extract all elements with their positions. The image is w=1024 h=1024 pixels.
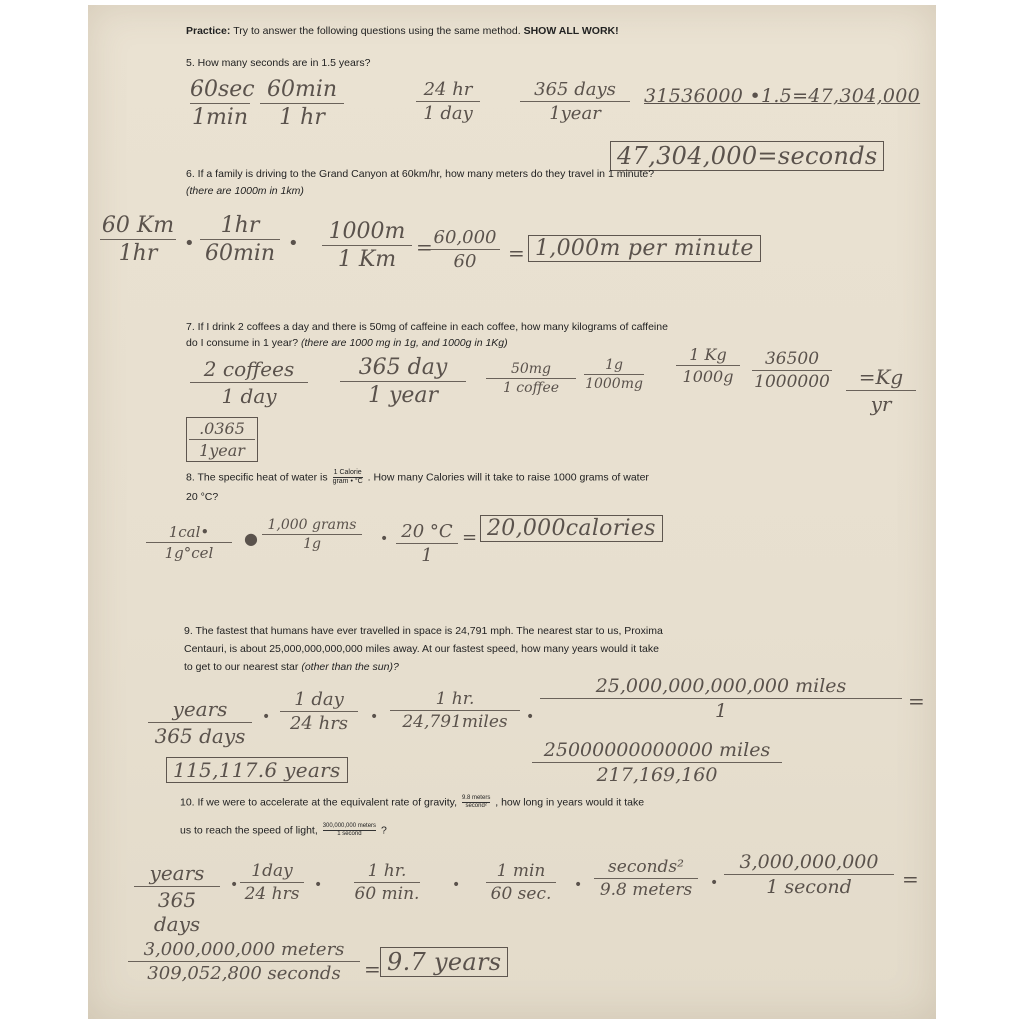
q10-fraction-1: years 365 days: [134, 861, 220, 936]
times-dot: ●: [244, 529, 258, 548]
q8-fraction-2: 1,000 grams 1g: [262, 517, 362, 552]
q9-fraction-3: 1 hr. 24,791miles: [390, 689, 520, 732]
q9-prompt-1: 9. The fastest that humans have ever travelled in space is 24,791 mph. The nearest star to us, Proxima: [184, 625, 663, 637]
q7-fraction-3: 50mg 1 coffee: [486, 361, 576, 396]
times-dot: •: [380, 531, 389, 547]
q9-answer-box: 115,117.6 years: [166, 757, 348, 783]
q5-answer-box: 47,304,000=seconds: [610, 141, 884, 171]
q9-fraction-1: years 365 days: [148, 697, 252, 748]
equals-sign: =: [364, 957, 382, 981]
q10-result-fraction: 3,000,000,000 meters 309,052,800 seconds: [128, 939, 360, 984]
q7-fraction-1: 2 coffees 1 day: [190, 357, 308, 408]
q9-prompt-3: to get to our nearest star (other than the sun)?: [184, 661, 399, 673]
times-dot: •: [526, 709, 535, 725]
q7-prompt: 7. If I drink 2 coffees a day and there is 50mg of caffeine in each coffee, how many kilograms of caffeine: [186, 321, 668, 333]
q10-fraction-6: 3,000,000,000 1 second: [724, 851, 894, 898]
q10-answer-box: 9.7 years: [380, 947, 508, 977]
equals-sign: =: [908, 689, 926, 713]
times-dot: •: [574, 877, 583, 893]
q9-result-fraction: 25000000000000 miles 217,169,160: [532, 739, 782, 786]
q5-fraction-3: 24 hr 1 day: [416, 79, 480, 124]
q6-fraction-2: 1hr 60min: [200, 213, 280, 266]
q7-fraction-4: 1g 1000mg: [585, 357, 643, 392]
q6-note: (there are 1000m in 1km): [186, 185, 304, 197]
q7-fraction-7: =Kg yr: [846, 365, 916, 416]
q5-fraction-2: 60min 1 hr: [260, 77, 344, 130]
q8-fraction-3: 20 °C 1: [396, 521, 458, 566]
q9-note: (other than the sun)?: [301, 661, 399, 673]
q8-prompt-line2: 20 °C?: [186, 491, 219, 503]
times-dot: •: [288, 233, 299, 254]
q6-fraction-3: 1000m 1 Km: [322, 219, 412, 272]
q10-fraction-2: 1day 24 hrs: [240, 861, 304, 904]
q10-prompt-2: us to reach the speed of light, 300,000,000 meters 1 second ?: [180, 823, 387, 837]
q6-fraction-4: 60,000 60: [430, 227, 500, 272]
q5-calculation: 31536000 •1.5=47,304,000: [644, 85, 921, 107]
practice-label: Practice:: [186, 25, 231, 37]
q7-fraction-6: 36500 1000000: [752, 349, 832, 392]
header-line: [186, 25, 619, 37]
times-dot: •: [314, 877, 323, 893]
q5-prompt: 5. How many seconds are in 1.5 years?: [186, 57, 371, 69]
q6-fraction-1: 60 Km 1hr: [101, 213, 175, 266]
q8-fraction-1: 1cal• 1g°cel: [146, 523, 232, 562]
times-dot: •: [710, 875, 719, 891]
q6-prompt: 6. If a family is driving to the Grand Canyon at 60km/hr, how many meters do they travel in 1 minute?: [186, 168, 655, 180]
q8-prompt: 8. The specific heat of water is 1 Calorie gram • °C . How many Calories will it take to raise 1000 grams of water: [186, 469, 649, 485]
worksheet-paper: [88, 5, 936, 1019]
instructions: Try to answer the following questions using the same method.: [233, 25, 521, 37]
q7-fraction-5: 1 Kg 1000g: [676, 345, 740, 386]
light-speed-fraction: 300,000,000 meters 1 second: [322, 823, 377, 837]
times-dot: •: [262, 709, 271, 725]
q10-fraction-4: 1 min 60 sec.: [486, 861, 556, 904]
q5-fraction-1: 60sec 1min: [190, 77, 255, 130]
q8-answer-box: 20,000calories: [480, 515, 663, 542]
q5-fraction-4: 365 days 1year: [520, 79, 630, 124]
q7-fraction-2: 365 day 1 year: [340, 355, 466, 408]
equals-sign: =: [508, 241, 526, 265]
q10-prompt-1: 10. If we were to accelerate at the equivalent rate of gravity, 9.8 meters second² , how long in years would it take: [180, 795, 645, 809]
q7-note: (there are 1000 mg in 1g, and 1000g in 1Kg): [301, 337, 508, 349]
q6-answer-box: 1,000m per minute: [528, 235, 761, 262]
q10-fraction-5: seconds² 9.8 meters: [594, 857, 698, 900]
q9-fraction-2: 1 day 24 hrs: [280, 689, 358, 734]
times-dot: •: [370, 709, 379, 725]
q7-prompt-line2: do I consume in 1 year? (there are 1000 mg in 1g, and 1000g in 1Kg): [186, 337, 508, 349]
equals-sign: =: [902, 867, 920, 891]
times-dot: •: [230, 877, 239, 893]
specific-heat-fraction: 1 Calorie gram • °C: [332, 469, 363, 485]
times-dot: •: [184, 233, 195, 254]
q10-fraction-3: 1 hr. 60 min.: [354, 861, 420, 904]
q7-answer-box: .0365 1year: [186, 417, 258, 462]
gravity-fraction: 9.8 meters second²: [461, 795, 491, 809]
q9-prompt-2: Centauri, is about 25,000,000,000,000 miles away. At our fastest speed, how many years would it take: [184, 643, 659, 655]
equals-sign: =: [462, 527, 478, 548]
times-dot: •: [452, 877, 461, 893]
q9-fraction-4: 25,000,000,000,000 miles 1: [540, 675, 902, 722]
show-all-work: SHOW ALL WORK!: [523, 25, 619, 37]
equals-sign: =: [416, 235, 434, 259]
